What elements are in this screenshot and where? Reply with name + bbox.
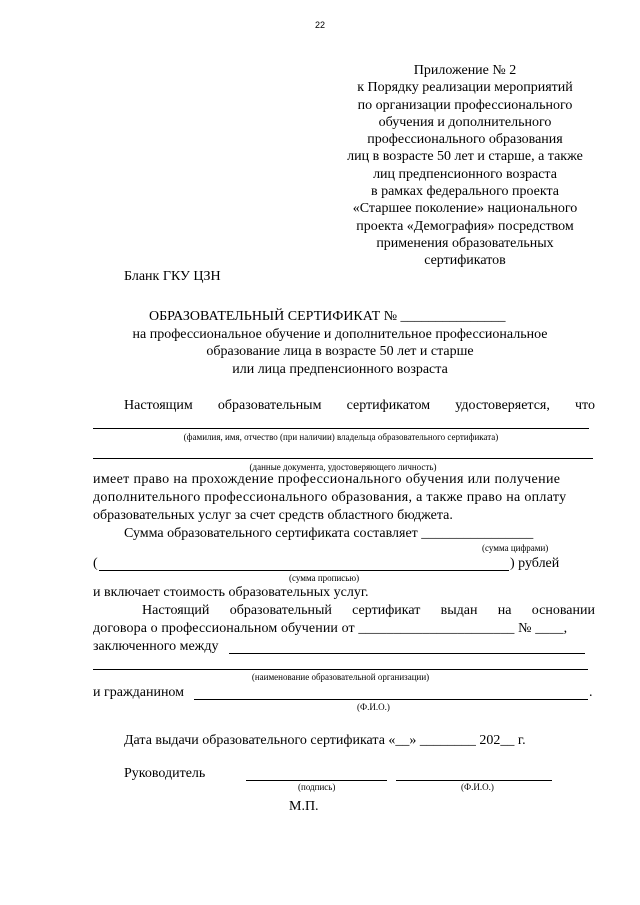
document-blank-line[interactable] — [93, 458, 593, 459]
issued-word: основании — [531, 603, 595, 618]
sum-label: Сумма образовательного сертификата составляет ________________ — [124, 526, 534, 541]
certify-word: удостоверяется, — [455, 398, 550, 413]
caption-signature: (подпись) — [298, 782, 336, 792]
appendix-line: по организации профессионального — [357, 97, 573, 113]
appendix-line: лиц предпенсионного возраста — [373, 166, 557, 182]
name-blank-line[interactable] — [396, 780, 552, 781]
caption-document: (данные документа, удостоверяющего личность) — [249, 462, 437, 472]
title-subline: образование лица в возрасте 50 лет и старше — [206, 344, 474, 359]
issue-date-line: Дата выдачи образовательного сертификата «__» ________ 202__ г. — [124, 733, 526, 748]
fio-blank-line[interactable] — [93, 428, 589, 429]
head-label: Руководитель — [124, 766, 206, 781]
sum-words-blank-line[interactable] — [99, 570, 509, 571]
caption-sum-words: (сумма прописью) — [289, 573, 360, 583]
appendix-heading — [330, 62, 600, 270]
title-subline: или лица предпенсионного возраста — [232, 362, 448, 377]
signature-blank-line[interactable] — [246, 780, 387, 781]
issued-word: выдан — [440, 603, 478, 618]
issued-word: Настоящий — [142, 603, 210, 618]
citizen-end: . — [589, 685, 593, 700]
caption-organization: (наименование образовательной организации) — [251, 672, 430, 682]
document-title: ОБРАЗОВАТЕЛЬНЫЙ СЕРТИФИКАТ № _______________ — [149, 309, 506, 324]
appendix-line: к Порядку реализации мероприятий — [357, 80, 573, 96]
concluded-label: заключенного между — [93, 639, 219, 654]
appendix-line: обучения и дополнительного — [378, 114, 552, 130]
includes-text: и включает стоимость образовательных услуг. — [93, 585, 369, 600]
rights-text-line: дополнительного профессионального образования, а также право на оплату — [93, 490, 567, 505]
certify-word: что — [575, 398, 595, 413]
contract-line: договора о профессиональном обучении от ______________________ № ____, — [93, 621, 568, 636]
title-subline: на профессиональное обучение и дополнительное профессиональное — [132, 327, 548, 342]
stamp-place: М.П. — [289, 799, 319, 814]
organization-blank-line[interactable] — [93, 669, 588, 670]
appendix-line: проекта «Демография» посредством — [356, 218, 574, 234]
appendix-line: применения образовательных — [376, 235, 554, 251]
rights-text-line: имеет право на прохождение профессионального обучения или получение — [93, 472, 561, 487]
caption-fio: (фамилия, имя, отчество (при наличии) владельца образовательного сертификата) — [183, 432, 499, 442]
issued-word: сертификат — [352, 603, 421, 618]
certify-word: сертификатом — [346, 398, 431, 413]
page-number: 22 — [314, 20, 325, 30]
parties-blank-line[interactable] — [229, 653, 585, 654]
certify-line — [124, 398, 595, 414]
issued-word: образовательный — [229, 603, 332, 618]
citizen-blank-line[interactable] — [194, 699, 588, 700]
sum-words-open: ( — [93, 556, 98, 571]
appendix-line: профессионального образования — [367, 132, 563, 148]
issued-line — [142, 603, 595, 619]
certify-word: Настоящим — [124, 398, 193, 413]
caption-citizen: (Ф.И.О.) — [357, 702, 390, 712]
appendix-line: сертификатов — [424, 253, 506, 269]
citizen-label: и гражданином — [93, 685, 185, 700]
appendix-line: Приложение № 2 — [413, 63, 517, 78]
appendix-line: лиц в возрасте 50 лет и старше, а также — [347, 149, 583, 165]
caption-name: (Ф.И.О.) — [461, 782, 494, 792]
certify-word: образовательным — [217, 398, 322, 413]
appendix-line: в рамках федерального проекта — [370, 184, 559, 200]
appendix-line: «Старшее поколение» национального — [352, 201, 578, 217]
sum-words-close: ) рублей — [510, 556, 560, 571]
form-label: Бланк ГКУ ЦЗН — [124, 269, 221, 284]
caption-sum-digits: (сумма цифрами) — [482, 543, 549, 553]
issued-word: на — [497, 603, 512, 618]
rights-text-line: образовательных услуг за счет средств областного бюджета. — [93, 508, 453, 523]
